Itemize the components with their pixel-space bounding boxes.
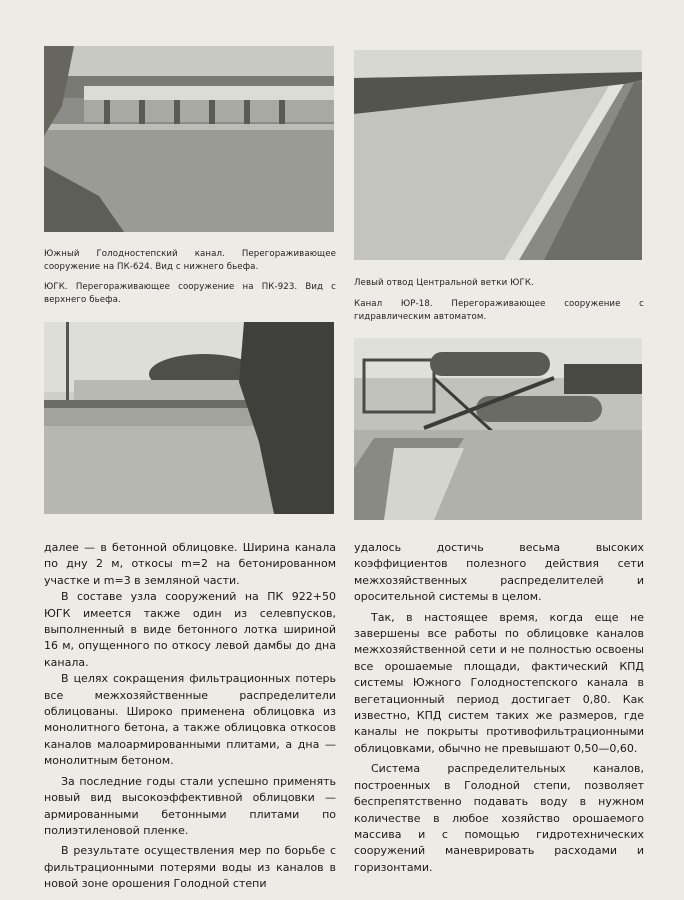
photo-hydraulic-automaton-image bbox=[354, 338, 642, 520]
photo-dam-pk624-image bbox=[44, 46, 334, 232]
photo-structure-pk923 bbox=[44, 322, 334, 514]
caption-photo-left-branch: Левый отвод Центральной ветки ЮГК. bbox=[354, 278, 534, 288]
paragraph: В целях сокращения фильтрационных потерь все межхозяйственные распределители облицованы. Широко применена облицовка из монолитного бетона, а также облицовка откосов каналов малоармированными плитами, а дна — монолитным бетоном. bbox=[44, 672, 336, 768]
photo-canal-left-branch bbox=[354, 50, 642, 260]
paragraph: За последние годы стали успешно применять новый вид высокоэффективной облицовки — армированными бетонными плитами по полиэтиленовой пленке. bbox=[44, 774, 336, 837]
paragraph: удалось достичь весьма высоких коэффициентов полезного действия сети межхозяйственных распределителей и оросительной системы в целом. bbox=[354, 541, 644, 604]
photo-dam-pk624 bbox=[44, 46, 334, 232]
paragraph: Так, в настоящее время, когда еще не завершены все работы по облицовке каналов межхозяйственной сети и не полностью освоены все орошаемые площади, фактический КПД системы Южного Голодностепского канала в вегетационный период достигает 0,80. Как известно, КПД систем таких же размеров, где каналы не покрыты противофильтрационными облицовками, обычно не превышают 0,50—0,60. bbox=[354, 610, 644, 755]
photo-canal-left-branch-image bbox=[354, 50, 642, 260]
text-column-left bbox=[44, 540, 336, 893]
caption-photo-pk624: Южный Голодностепский канал. Перегораживающее сооружение на ПК-624. Вид с нижнего бьефа. bbox=[44, 249, 336, 272]
caption-photo-yur18: Канал ЮР-18. Перегораживающее сооружение с гидравлическим автоматом. bbox=[354, 299, 644, 322]
paragraph: далее — в бетонной облицовке. Ширина канала по дну 2 м, откосы m=2 на бетонированном участке и m=3 в земляной части. bbox=[44, 541, 336, 587]
text-column-right bbox=[354, 540, 644, 876]
paragraph: В составе узла сооружений на ПК 922+50 ЮГК имеется также один из селевпусков, выполненный в виде бетонного лотка шириной 16 м, опущенного по откосу левой дамбы до дна канала. bbox=[44, 590, 336, 669]
photo-structure-pk923-image bbox=[44, 322, 334, 514]
caption-photo-pk923: ЮГК. Перегораживающее сооружение на ПК-923. Вид с верхнего бьефа. bbox=[44, 282, 336, 305]
photo-hydraulic-automaton bbox=[354, 338, 642, 520]
paragraph: В результате осуществления мер по борьбе с фильтрационными потерями воды из каналов в новой зоне орошения Голодной степи bbox=[44, 844, 336, 891]
paragraph: Система распределительных каналов, построенных в Голодной степи, позволяет беспрепятственно подавать воду в нужном количестве в любое хозяйство орошаемого массива и с помощью гидротехнических сооружений маневрировать расходами и горизонтами. bbox=[354, 762, 644, 874]
